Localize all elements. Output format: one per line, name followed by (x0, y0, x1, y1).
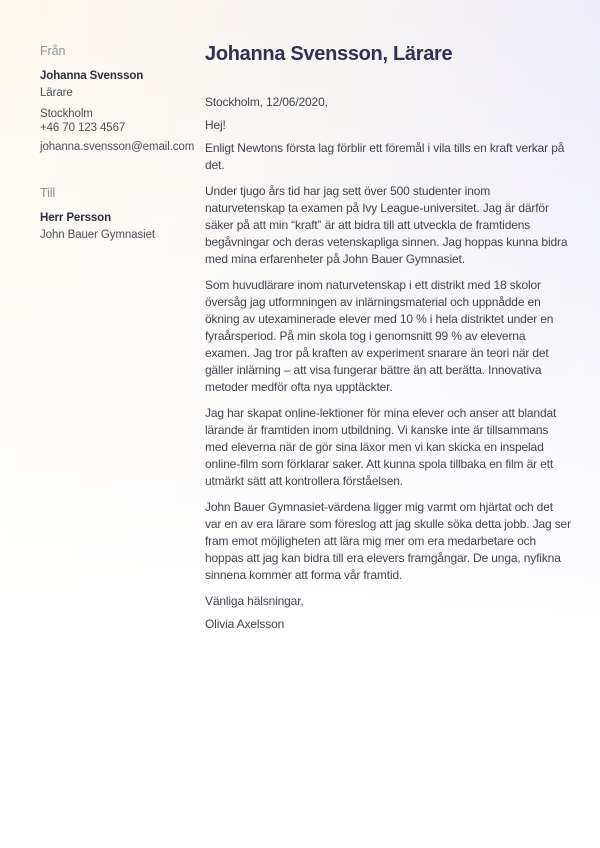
signature-line: Olivia Axelsson (205, 617, 285, 631)
contact-sidebar (40, 44, 195, 243)
to-section (40, 186, 190, 243)
recipient-name: Herr Persson (40, 212, 112, 224)
letter-paragraph: Under tjugo års tid har jag sett över 500 studenter inom naturvetenskap ta examen på Ivy League-universitet. Jag är därför säker på att min “kraft” är att bidra till att utveckla de framtidens begåvningar och deras vetenskapliga sinnen. Jag hoppas kunna bidra med mina erfarenheter på John Bauer Gymnasiet. (205, 184, 568, 266)
letter-paragraph: John Bauer Gymnasiet-värdena ligger mig varmt om hjärtat och det var en av era lärare som föreslog att jag skulle söka detta jobb. Jag ser fram emot möjligheten att lära mig mer om era medarbetare och hoppas att jag kan bidra till era elevers framgångar. De unga, nyfikna sinnena kommer att forma vår framtid. (205, 500, 571, 582)
from-label: Från (40, 44, 66, 58)
sender-email: johanna.svensson@email.com (40, 141, 195, 153)
sender-phone: +46 70 123 4567 (40, 121, 126, 134)
sender-role: Lärare (40, 87, 73, 99)
letter-paragraph: Enligt Newtons första lag förblir ett föremål i vila tills en kraft verkar på det. (205, 141, 565, 172)
to-label: Till (40, 186, 56, 200)
closing-line: Vänliga hälsningar, (205, 594, 304, 608)
letter-body (205, 42, 571, 639)
from-section (40, 44, 195, 154)
recipient-organization: John Bauer Gymnasiet (40, 229, 155, 241)
sender-city: Stockholm (40, 108, 93, 120)
date-line: Stockholm, 12/06/2020, (205, 95, 328, 109)
letter-paragraph: Jag har skapat online-lektioner för mina elever och anser att blandat lärande är framtiden inom utbildning. Vi kanske inte är tillsammans med eleverna när de gör sina läxor men vi kan skicka en inspelad online-film som förklarar saker. Att kunna spola tillbaka en film är ett utmärkt sätt att kontrollera förståelsen. (205, 406, 557, 488)
letter-heading: Johanna Svensson, Lärare (205, 43, 453, 65)
letter-paragraph: Som huvudlärare inom naturvetenskap i ett distrikt med 18 skolor översåg jag utformningen av inlärningsmaterial och uppnådde en ökning av utexaminerade elever med 10 % i hela distriktet under en fyraårsperiod. På min skola tog i genomsnitt 99 % av eleverna examen. Jag tror på kraften av experiment snarare än teori när det gäller inlärning – att visa fungerar bättre än att berätta. Innovativa metoder medför ofta nya upptäckter. (205, 278, 554, 394)
sender-name: Johanna Svensson (40, 70, 144, 82)
greeting-line: Hej! (205, 118, 226, 132)
